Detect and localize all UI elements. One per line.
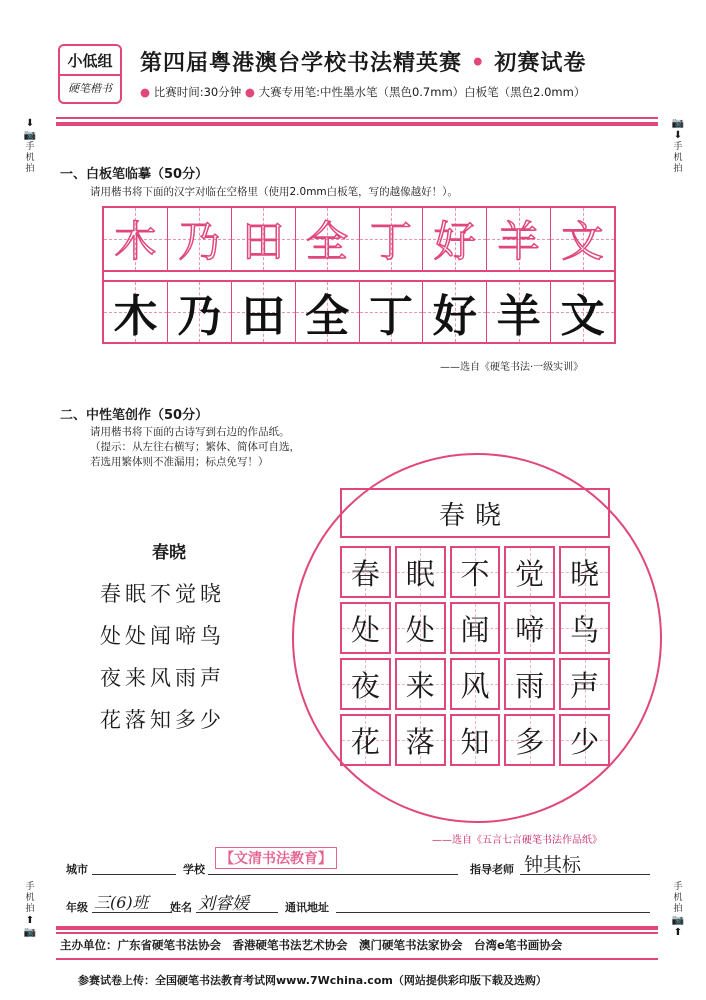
poem-line: 春眠不觉晓 bbox=[100, 582, 225, 606]
work-title-box bbox=[340, 488, 610, 538]
outline-char: 木 bbox=[114, 217, 157, 266]
poem-line: 夜来风雨声 bbox=[100, 666, 225, 690]
work-cell bbox=[450, 546, 501, 598]
work-row bbox=[340, 546, 610, 598]
address-label: 通讯地址 bbox=[285, 901, 329, 914]
outline-char: 全 bbox=[306, 217, 349, 266]
work-char: 来 bbox=[405, 668, 435, 703]
arrow-down-icon: ⬇ bbox=[25, 118, 35, 129]
side-label: 拍 bbox=[673, 904, 683, 914]
badge-category: 硬笔楷书 bbox=[68, 82, 112, 95]
poem-line: 处处闻啼鸟 bbox=[100, 624, 225, 648]
footer-rule-thin bbox=[56, 932, 658, 934]
work-cell bbox=[395, 714, 446, 766]
work-row bbox=[340, 602, 610, 654]
work-char: 处 bbox=[405, 612, 435, 647]
written-char: 羊 bbox=[496, 291, 541, 342]
work-row bbox=[340, 714, 610, 766]
name-label: 姓名 bbox=[170, 901, 192, 914]
side-label: 手 bbox=[25, 882, 35, 892]
work-cell bbox=[450, 658, 501, 710]
work-char: 知 bbox=[460, 724, 490, 759]
section1-source: ——选自《硬笔书法·一级实训》 bbox=[440, 362, 584, 373]
name-value: 刘睿媛 bbox=[198, 894, 249, 914]
side-label: 机 bbox=[673, 153, 683, 163]
work-cell bbox=[559, 546, 610, 598]
written-row bbox=[104, 280, 614, 342]
upload-info: 参赛试卷上传：全国硬笔书法教育考试网www.7Wchina.com（网站提供彩印版下载及选购） bbox=[78, 974, 547, 987]
side-label: 拍 bbox=[25, 164, 35, 174]
outline-cell bbox=[168, 208, 232, 270]
written-char: 乃 bbox=[177, 291, 222, 342]
written-char: 全 bbox=[305, 291, 350, 342]
outline-char: 羊 bbox=[497, 217, 540, 266]
work-cell bbox=[340, 602, 391, 654]
city-field-line bbox=[92, 874, 176, 875]
side-label: 机 bbox=[25, 153, 35, 163]
school-stamp: 【文清书法教育】 bbox=[215, 847, 337, 869]
side-marker-top-right bbox=[670, 118, 686, 175]
poem-title: 春晓 bbox=[152, 543, 186, 563]
poem-line: 花落知多少 bbox=[100, 708, 225, 732]
work-char: 风 bbox=[460, 668, 490, 703]
camera-icon: 📷 bbox=[671, 915, 685, 926]
side-label: 机 bbox=[673, 893, 683, 903]
group-badge bbox=[58, 44, 122, 104]
written-cell bbox=[168, 282, 232, 342]
work-char: 夜 bbox=[350, 668, 380, 703]
work-cell bbox=[340, 546, 391, 598]
address-field-line bbox=[336, 912, 650, 913]
work-char: 花 bbox=[350, 724, 380, 759]
work-char: 鸟 bbox=[570, 612, 600, 647]
work-char: 落 bbox=[405, 724, 435, 759]
work-cell bbox=[559, 658, 610, 710]
work-char: 晓 bbox=[570, 556, 600, 591]
work-cell bbox=[504, 602, 555, 654]
school-label: 学校 bbox=[183, 863, 205, 876]
work-char: 啼 bbox=[515, 612, 545, 647]
written-char: 丁 bbox=[368, 291, 413, 342]
work-grid bbox=[340, 546, 610, 770]
work-char: 闻 bbox=[460, 612, 490, 647]
outline-char: 乃 bbox=[178, 217, 221, 266]
outline-cell bbox=[487, 208, 551, 270]
teacher-label: 指导老师 bbox=[470, 863, 514, 876]
grade-label: 年级 bbox=[66, 901, 88, 914]
work-cell bbox=[395, 546, 446, 598]
work-cell bbox=[340, 658, 391, 710]
header-rule-thick bbox=[56, 122, 658, 126]
work-cell bbox=[395, 602, 446, 654]
outline-cell bbox=[360, 208, 424, 270]
work-char: 多 bbox=[515, 724, 545, 759]
bullet-icon: ● bbox=[140, 85, 151, 99]
section2-instruction-3: 若选用繁体则不准漏用；标点免写！） bbox=[90, 456, 269, 468]
work-char: 处 bbox=[350, 612, 380, 647]
camera-icon: 📷 bbox=[23, 927, 37, 938]
footer-rule-thick bbox=[56, 926, 658, 930]
organizers: 主办单位：广东省硬笔书法协会 香港硬笔书法艺术协会 澳门硬笔书法家协会 台湾e笔书画协会 bbox=[60, 938, 563, 952]
work-char: 春 bbox=[350, 556, 380, 591]
side-label: 手 bbox=[25, 142, 35, 152]
work-char: 眠 bbox=[405, 556, 435, 591]
work-cell bbox=[450, 714, 501, 766]
work-char: 不 bbox=[460, 556, 490, 591]
outline-row bbox=[104, 208, 614, 272]
written-cell bbox=[423, 282, 487, 342]
work-cell bbox=[504, 714, 555, 766]
outline-char: 好 bbox=[433, 217, 476, 266]
outline-char: 田 bbox=[242, 217, 285, 266]
outline-cell bbox=[551, 208, 614, 270]
grade-value: 三(6)班 bbox=[94, 893, 149, 912]
side-label: 拍 bbox=[25, 904, 35, 914]
written-cell bbox=[360, 282, 424, 342]
school-field-line bbox=[208, 874, 458, 875]
work-cell bbox=[504, 658, 555, 710]
written-char: 文 bbox=[560, 291, 605, 342]
exam-info bbox=[140, 84, 585, 100]
exam-time: 比赛时间:30分钟 bbox=[153, 85, 242, 99]
side-marker-top-left bbox=[22, 118, 38, 175]
written-cell bbox=[104, 282, 168, 342]
title-main: 第四届粤港澳台学校书法精英赛 bbox=[140, 50, 463, 76]
written-char: 木 bbox=[113, 291, 158, 342]
arrow-down-icon: ⬇ bbox=[673, 130, 683, 141]
work-row bbox=[340, 658, 610, 710]
work-char: 雨 bbox=[515, 668, 545, 703]
side-marker-bottom-left bbox=[22, 882, 38, 939]
work-cell bbox=[504, 546, 555, 598]
bullet-icon: ● bbox=[244, 85, 255, 99]
work-char: 声 bbox=[570, 668, 600, 703]
arrow-up-icon: ⬆ bbox=[25, 915, 35, 926]
written-char: 田 bbox=[241, 291, 286, 342]
work-char: 觉 bbox=[515, 556, 545, 591]
outline-cell bbox=[104, 208, 168, 270]
section1-instruction: 请用楷书将下面的汉字对临在空格里（使用2.0mm白板笔，写的越像越好！）。 bbox=[90, 186, 458, 198]
section2-heading: 二、中性笔创作（50分） bbox=[60, 408, 209, 423]
section1-heading: 一、白板笔临摹（50分） bbox=[60, 167, 209, 182]
outline-cell bbox=[423, 208, 487, 270]
header-rule-thin bbox=[56, 117, 658, 119]
written-cell bbox=[551, 282, 614, 342]
outline-cell bbox=[296, 208, 360, 270]
title-dot: • bbox=[470, 50, 486, 76]
outline-char: 文 bbox=[561, 217, 604, 266]
side-label: 机 bbox=[25, 893, 35, 903]
work-title: 春晓 bbox=[438, 500, 511, 531]
page-title bbox=[140, 46, 586, 77]
work-cell bbox=[340, 714, 391, 766]
arrow-up-icon: ⬆ bbox=[673, 927, 683, 938]
written-char: 好 bbox=[432, 291, 477, 342]
section2-source: ——选自《五言七言硬笔书法作品纸》 bbox=[432, 835, 602, 846]
work-cell bbox=[559, 602, 610, 654]
title-suffix: 初赛试卷 bbox=[494, 50, 587, 76]
written-cell bbox=[232, 282, 296, 342]
work-cell bbox=[559, 714, 610, 766]
side-label: 手 bbox=[673, 142, 683, 152]
outline-cell bbox=[232, 208, 296, 270]
section2-instruction-2: （提示：从左往右横写；繁体、简体可自选， bbox=[90, 441, 300, 453]
city-label: 城市 bbox=[66, 863, 88, 876]
side-marker-bottom-right bbox=[670, 882, 686, 939]
written-cell bbox=[487, 282, 551, 342]
camera-icon: 📷 bbox=[23, 130, 37, 141]
teacher-value: 钟其标 bbox=[524, 854, 582, 876]
work-cell bbox=[395, 658, 446, 710]
section2-instruction-1: 请用楷书将下面的古诗写到右边的作品纸。 bbox=[90, 426, 290, 438]
work-char: 少 bbox=[570, 724, 600, 759]
written-cell bbox=[296, 282, 360, 342]
badge-group: 小低组 bbox=[60, 46, 120, 76]
outline-char: 丁 bbox=[369, 217, 412, 266]
side-label: 拍 bbox=[673, 164, 683, 174]
work-cell bbox=[450, 602, 501, 654]
side-label: 手 bbox=[673, 882, 683, 892]
copy-grid bbox=[102, 206, 616, 344]
camera-icon: 📷 bbox=[671, 118, 685, 129]
exam-pen: 大赛专用笔:中性墨水笔（黑色0.7mm）白板笔（黑色2.0mm） bbox=[258, 85, 586, 99]
footer-rule-bottom bbox=[56, 958, 658, 960]
